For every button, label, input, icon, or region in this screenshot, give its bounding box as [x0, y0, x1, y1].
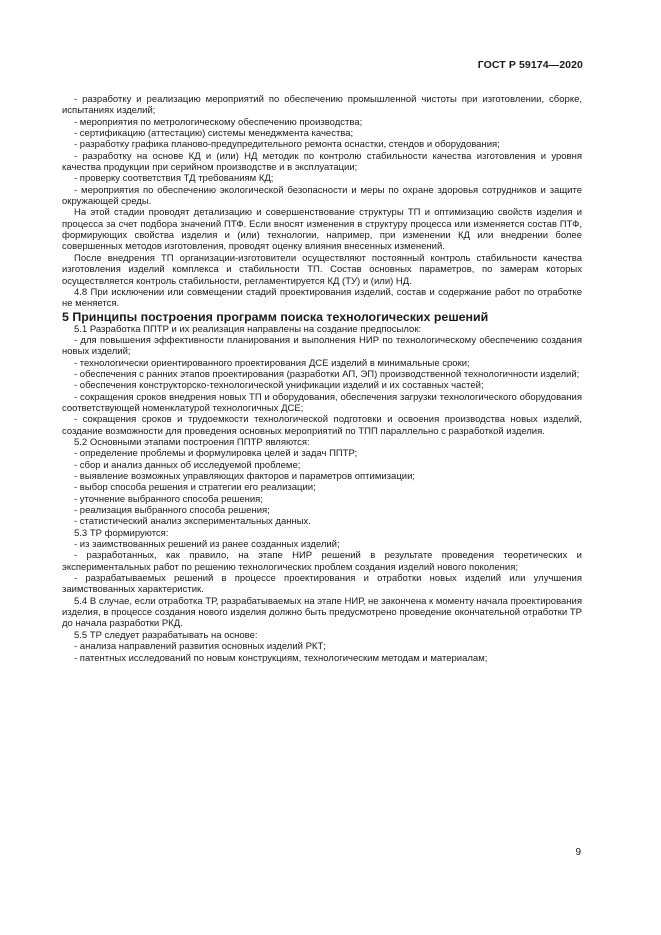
- paragraph: - уточнение выбранного способа решения;: [74, 493, 263, 505]
- paragraph: 5.3 ТР формируются:: [74, 527, 169, 539]
- paragraph: 5.1 Разработка ППТР и их реализация направлены на создание предпосылок:: [74, 323, 422, 335]
- paragraph: - выбор способа решения и стратегии его реализации;: [74, 482, 316, 494]
- paragraph: - патентных исследований по новым конструкциям, технологическим методам и материалам;: [74, 652, 488, 664]
- paragraph: - реализация выбранного способа решения;: [74, 505, 270, 517]
- paragraph: - обеспечения с ранних этапов проектирования (разработки АП, ЭП) производственной технологичности изделий;: [74, 368, 580, 380]
- paragraph: На этой стадии проводят детализацию и совершенствование структуры ТП и оптимизацию свойств изделия и процесса за счет подбора значений ПТФ. Если вносят изменения в структуру процесса или изменяется состав ПТФ, формирующих свойства изделия и (или) технологии, например, при изменении КД или внедрении более совершенных методов изготовления, проводят оценку влияния внесенных изменений.: [62, 207, 582, 253]
- paragraph: - разработанных, как правило, на этапе НИР решений в результате проведения теоретических и экспериментальных работ по решению технологических проблем создания изделий нового поколения;: [62, 550, 582, 573]
- paragraph: - проверку соответствия ТД требованиям КД;: [74, 173, 274, 185]
- section-heading: 5 Принципы построения программ поиска технологических решений: [62, 309, 489, 324]
- paragraph: - обеспечения конструкторско-технологической унификации изделий и их составных частей;: [74, 380, 484, 392]
- page-content: [62, 94, 582, 664]
- paragraph: После внедрения ТП организации-изготовители осуществляют постоянный контроль стабильности качества изготовления изделий комплекса и стабильности ТП. Состав основных параметров, по замерам которых осуществляется контроль стабильности, регламентируется КД (ТУ) и (или) НД.: [62, 252, 582, 287]
- paragraph: - определение проблемы и формулировка целей и задач ППТР;: [74, 448, 358, 460]
- paragraph: - разрабатываемых решений в процессе проектирования и отработки новых изделий или улучшения заимствованных характеристик.: [62, 573, 582, 596]
- paragraph: 5.2 Основными этапами построения ППТР являются:: [74, 436, 310, 448]
- paragraph: - сокращения сроков внедрения новых ТП и оборудования, обеспечения загрузки технологического оборудования соответствующей номенклатурой технологичных ДСЕ;: [62, 391, 582, 414]
- paragraph: - выявление возможных управляющих факторов и параметров оптимизации;: [74, 471, 416, 482]
- paragraph: - разработку графика планово-предупредительного ремонта оснастки, стендов и оборудования;: [74, 139, 500, 151]
- paragraph: 5.4 В случае, если отработка ТР, разрабатываемых на этапе НИР, не закончена к моменту начала проектирования изделия, в процессе создания нового изделия должно быть предусмотрено проведение окончательной отработки ТР до начала разработки РКД.: [62, 595, 582, 630]
- paragraph: - сбор и анализ данных об исследуемой проблеме;: [74, 459, 301, 471]
- paragraph: - разработку и реализацию мероприятий по обеспечению промышленной чистоты при изготовлении, сборке, испытаниях изделий;: [62, 94, 582, 117]
- paragraph: - из заимствованных решений из ранее созданных изделий;: [74, 539, 340, 551]
- paragraph: - разработку на основе КД и (или) НД методик по контролю стабильности качества изготовления и уровня качества продукции при серийном производстве и в эксплуатации;: [62, 150, 582, 174]
- page-number: 9: [575, 847, 581, 858]
- paragraph: 5.5 ТР следует разрабатывать на основе:: [74, 629, 258, 641]
- paragraph: - сертификацию (аттестацию) системы менеджмента качества;: [74, 128, 354, 140]
- paragraph: - мероприятия по обеспечению экологической безопасности и меры по охране здоровья сотрудников и защите окружающей среды.: [62, 184, 582, 208]
- paragraph: - сокращения сроков и трудоемкости технологической подготовки и освоения производства новых изделий, создание возможности для проведения основных мероприятий по ТПП параллельно с разработкой изделия.: [62, 414, 582, 437]
- paragraph: - мероприятия по метрологическому обеспечению производства;: [74, 116, 363, 128]
- paragraph: - статистический анализ экспериментальных данных.: [74, 516, 311, 528]
- paragraph: 4.8 При исключении или совмещении стадий проектирования изделий, состав и содержание работ по отработке не меняется.: [62, 286, 582, 310]
- paragraph: - анализа направлений развития основных изделий РКТ;: [74, 641, 326, 653]
- paragraph: - технологически ориентированного проектирования ДСЕ изделий в минимальные сроки;: [74, 357, 470, 369]
- paragraph: - для повышения эффективности планирования и выполнения НИР по технологическому обеспечению создания новых изделий;: [62, 334, 582, 358]
- document-id: ГОСТ Р 59174—2020: [477, 59, 583, 71]
